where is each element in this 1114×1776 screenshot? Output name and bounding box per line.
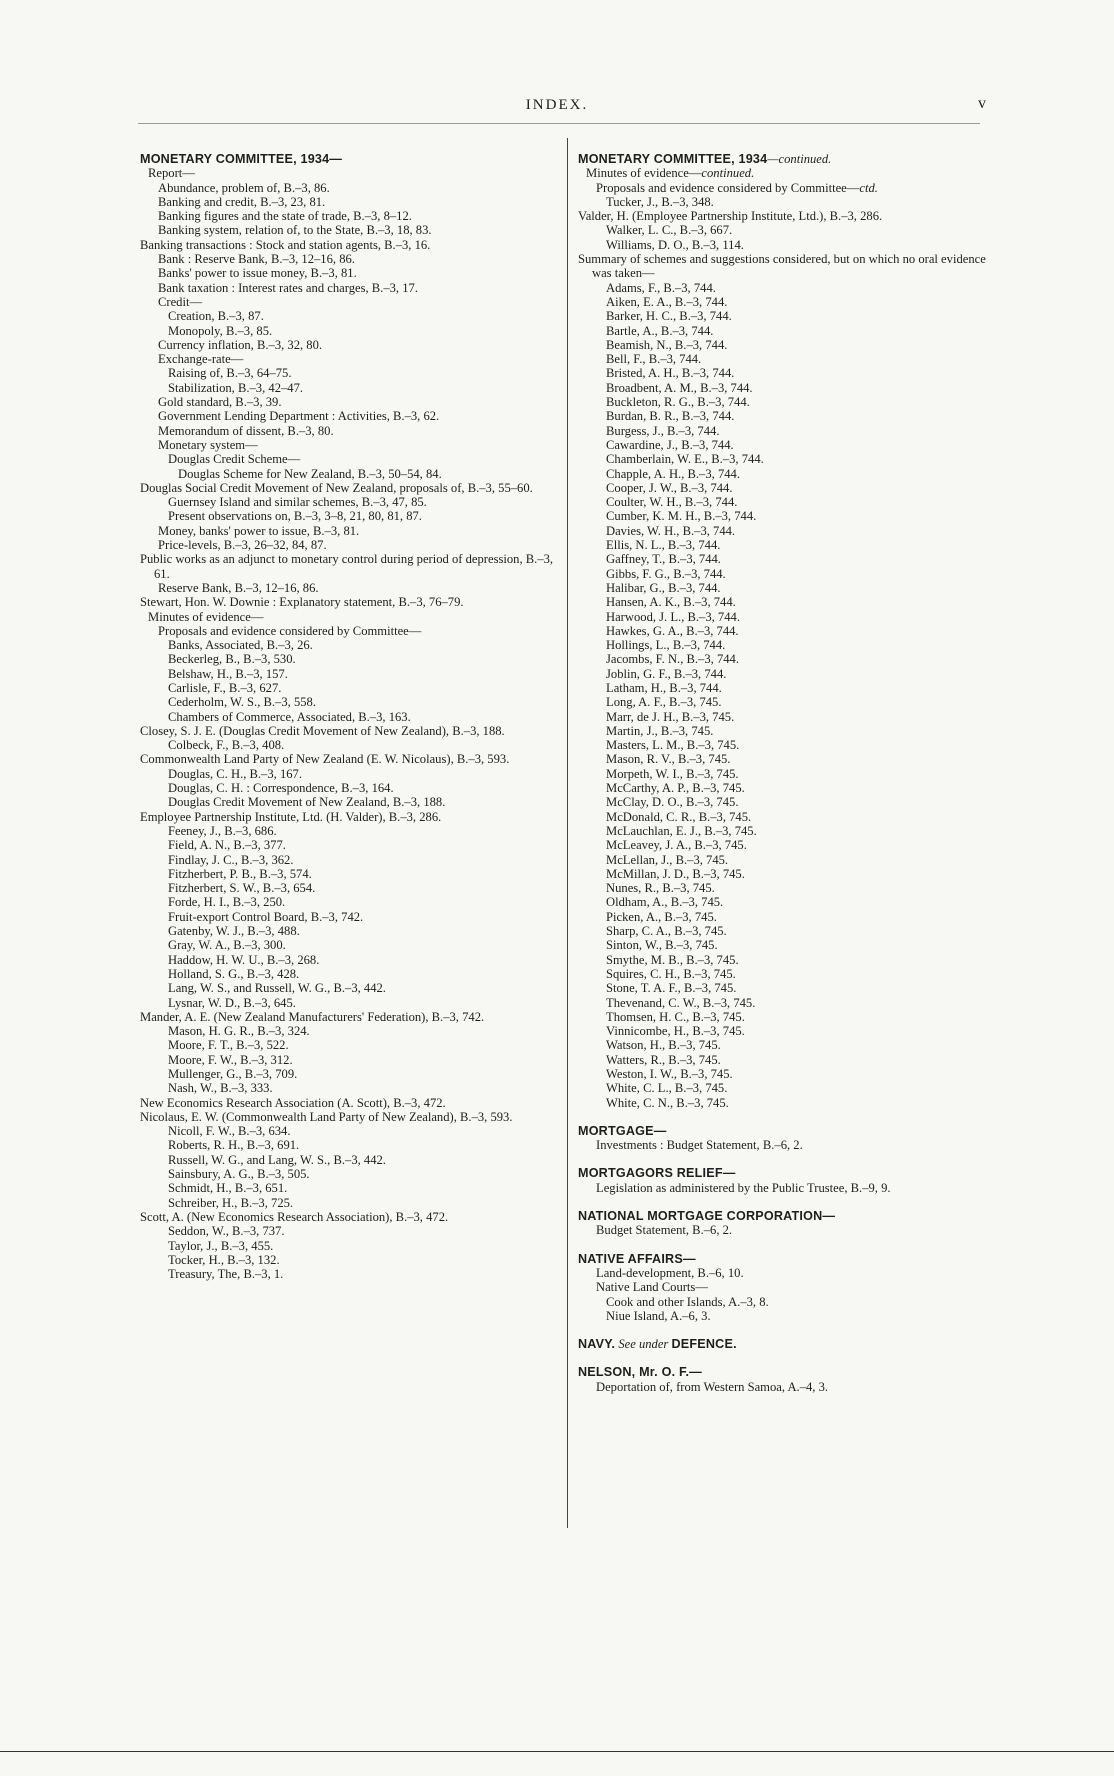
list-item: Closey, S. J. E. (Douglas Credit Movement of New Zealand), B.–3, 188. <box>140 723 505 738</box>
list-item: Barker, H. C., B.–3, 744. <box>606 309 732 324</box>
list-item: Mullenger, G., B.–3, 709. <box>168 1067 298 1081</box>
list-item: Douglas, C. H., B.–3, 167. <box>168 766 302 781</box>
list-item: Burdan, B. R., B.–3, 744. <box>606 409 735 424</box>
entry-heading-nelson: NELSON, Mr. O. F.— <box>578 1365 702 1380</box>
list-item: Latham, H., B.–3, 744. <box>606 680 722 695</box>
subheading: Report— <box>148 166 195 181</box>
list-item: Bartle, A., B.–3, 744. <box>606 323 714 338</box>
list-item: Guernsey Island and similar schemes, B.–3, 47, 85. <box>168 495 427 510</box>
list-item: Taylor, J., B.–3, 455. <box>168 1238 274 1253</box>
list-item: Douglas Credit Movement of New Zealand, B.–3, 188. <box>168 795 446 810</box>
list-item: Lang, W. S., and Russell, W. G., B.–3, 442. <box>168 981 386 996</box>
list-item: Aiken, E. A., B.–3, 744. <box>606 294 728 309</box>
list-item: Lysnar, W. D., B.–3, 645. <box>168 995 296 1010</box>
list-item: Land-development, B.–6, 10. <box>596 1265 744 1280</box>
entry-heading-mortgagors-relief: MORTGAGORS RELIEF— <box>578 1166 736 1181</box>
list-item: Coulter, W. H., B.–3, 744. <box>606 495 738 510</box>
subheading: Minutes of evidence— <box>148 609 264 624</box>
list-item: Chambers of Commerce, Associated, B.–3, 163. <box>168 709 411 724</box>
list-item: Public works as an adjunct to monetary control during period of depression, B.–3, 61. <box>140 552 554 581</box>
list-item: Price-levels, B.–3, 26–32, 84, 87. <box>158 538 327 553</box>
entry-heading-mortgage: MORTGAGE— <box>578 1123 667 1138</box>
list-item: Raising of, B.–3, 64–75. <box>168 366 292 381</box>
list-item: Sharp, C. A., B.–3, 745. <box>606 924 727 939</box>
list-item: Watters, R., B.–3, 745. <box>606 1052 721 1067</box>
list-item: Banking figures and the state of trade, B.–3, 8–12. <box>158 209 412 224</box>
list-item: Smythe, M. B., B.–3, 745. <box>606 952 739 967</box>
list-item: Tucker, J., B.–3, 348. <box>606 194 714 209</box>
list-item: Findlay, J. C., B.–3, 362. <box>168 852 294 867</box>
list-item: Exchange-rate— <box>158 352 244 367</box>
list-item: Budget Statement, B.–6, 2. <box>596 1223 733 1238</box>
list-item: Oldham, A., B.–3, 745. <box>606 895 724 910</box>
list-item: McLellan, J., B.–3, 745. <box>606 852 729 867</box>
list-item: McLauchlan, E. J., B.–3, 745. <box>606 823 757 838</box>
list-item: Cook and other Islands, A.–3, 8. <box>606 1294 769 1309</box>
list-item: Sinton, W., B.–3, 745. <box>606 938 718 953</box>
continued-label: ctd. <box>859 180 878 195</box>
list-item: Ellis, N. L., B.–3, 744. <box>606 538 721 553</box>
list-item: Douglas, C. H. : Correspondence, B.–3, 164. <box>168 781 394 796</box>
list-item: White, C. N., B.–3, 745. <box>606 1095 729 1110</box>
list-item: Scott, A. (New Economics Research Association), B.–3, 472. <box>140 1209 449 1224</box>
list-item: Marr, de J. H., B.–3, 745. <box>606 709 735 724</box>
list-item: Davies, W. H., B.–3, 744. <box>606 523 736 538</box>
list-item: Monopoly, B.–3, 85. <box>168 323 273 338</box>
header-rule <box>138 123 980 124</box>
left-column <box>140 152 565 1281</box>
entry-heading: MONETARY COMMITTEE, 1934— <box>140 152 343 166</box>
list-item: Bell, F., B.–3, 744. <box>606 352 702 367</box>
list-item: Burgess, J., B.–3, 744. <box>606 423 720 438</box>
list-item: Weston, I. W., B.–3, 745. <box>606 1067 733 1081</box>
list-item: Native Land Courts— <box>596 1280 708 1295</box>
list-item: Carlisle, F., B.–3, 627. <box>168 680 282 695</box>
list-item: Bank taxation : Interest rates and charges, B.–3, 17. <box>158 280 418 295</box>
list-item: Valder, H. (Employee Partnership Institute, Ltd.), B.–3, 286. <box>578 209 883 224</box>
list-item: Tocker, H., B.–3, 132. <box>168 1252 280 1267</box>
list-item: Investments : Budget Statement, B.–6, 2. <box>596 1138 803 1153</box>
list-item: Deportation of, from Western Samoa, A.–4, 3. <box>596 1379 829 1394</box>
list-item: Bristed, A. H., B.–3, 744. <box>606 366 735 381</box>
list-item: Seddon, W., B.–3, 737. <box>168 1224 285 1239</box>
list-item: Vinnicombe, H., B.–3, 745. <box>606 1024 745 1039</box>
list-item: Nicolaus, E. W. (Commonwealth Land Party of New Zealand), B.–3, 593. <box>140 1109 513 1124</box>
list-item: Credit— <box>158 294 203 309</box>
list-item: New Economics Research Association (A. Scott), B.–3, 472. <box>140 1095 446 1110</box>
list-item: Memorandum of dissent, B.–3, 80. <box>158 423 334 438</box>
list-item: Hollings, L., B.–3, 744. <box>606 638 726 653</box>
footer-rule <box>0 1751 1114 1752</box>
list-item: Government Lending Department : Activities, B.–3, 62. <box>158 409 440 424</box>
list-item: Cumber, K. M. H., B.–3, 744. <box>606 509 757 524</box>
list-item: Stabilization, B.–3, 42–47. <box>168 380 304 395</box>
subheading: Proposals and evidence considered by Committee— <box>596 180 860 195</box>
list-item: Joblin, G. F., B.–3, 744. <box>606 666 727 681</box>
list-item: Monetary system— <box>158 437 258 452</box>
list-item: Adams, F., B.–3, 744. <box>606 280 716 295</box>
list-item: Present observations on, B.–3, 3–8, 21, 80, 81, 87. <box>168 509 422 524</box>
list-item: Williams, D. O., B.–3, 114. <box>606 237 744 252</box>
list-item: Martin, J., B.–3, 745. <box>606 723 714 738</box>
cross-reference-label: See under <box>618 1337 669 1352</box>
list-item: Chapple, A. H., B.–3, 744. <box>606 466 740 481</box>
list-item: Russell, W. G., and Lang, W. S., B.–3, 442. <box>168 1152 386 1167</box>
list-item: Nash, W., B.–3, 333. <box>168 1081 273 1096</box>
list-item: Jacombs, F. N., B.–3, 744. <box>606 652 739 667</box>
list-item: Thevenand, C. W., B.–3, 745. <box>606 995 756 1010</box>
list-item: McCarthy, A. P., B.–3, 745. <box>606 781 745 796</box>
list-item: Banking transactions : Stock and station agents, B.–3, 16. <box>140 237 431 252</box>
continued-label: —continued. <box>767 152 832 166</box>
list-item: McClay, D. O., B.–3, 745. <box>606 795 739 810</box>
list-item: Beckerleg, B., B.–3, 530. <box>168 652 296 667</box>
list-item: Buckleton, R. G., B.–3, 744. <box>606 395 750 410</box>
list-item: Nicoll, F. W., B.–3, 634. <box>168 1124 291 1139</box>
list-item: Legislation as administered by the Public Trustee, B.–9, 9. <box>596 1180 891 1195</box>
list-item: Mander, A. E. (New Zealand Manufacturers' Federation), B.–3, 742. <box>140 1009 485 1024</box>
list-item: Holland, S. G., B.–3, 428. <box>168 966 300 981</box>
list-item: Commonwealth Land Party of New Zealand (E. W. Nicolaus), B.–3, 593. <box>140 752 510 767</box>
list-item: Mason, H. G. R., B.–3, 324. <box>168 1024 310 1039</box>
list-item: McLeavey, J. A., B.–3, 745. <box>606 838 747 853</box>
list-item: Moore, F. T., B.–3, 522. <box>168 1038 289 1053</box>
list-item: Schreiber, H., B.–3, 725. <box>168 1195 294 1210</box>
entry-heading-navy: NAVY. <box>578 1337 616 1352</box>
cross-reference-target: DEFENCE. <box>671 1337 737 1352</box>
list-item: Fruit-export Control Board, B.–3, 742. <box>168 909 364 924</box>
page-number: v <box>978 95 986 112</box>
list-item: Forde, H. I., B.–3, 250. <box>168 895 286 910</box>
list-item: Morpeth, W. I., B.–3, 745. <box>606 766 739 781</box>
list-item: Fitzherbert, P. B., B.–3, 574. <box>168 866 312 881</box>
list-item: Employee Partnership Institute, Ltd. (H. Valder), B.–3, 286. <box>140 809 442 824</box>
entry-heading-national-mortgage: NATIONAL MORTGAGE CORPORATION— <box>578 1209 836 1224</box>
list-item: McDonald, C. R., B.–3, 745. <box>606 809 752 824</box>
list-item: Currency inflation, B.–3, 32, 80. <box>158 337 323 352</box>
list-item: Gibbs, F. G., B.–3, 744. <box>606 566 726 581</box>
list-item: Cawardine, J., B.–3, 744. <box>606 437 734 452</box>
list-item: Gatenby, W. J., B.–3, 488. <box>168 924 300 939</box>
list-item: Abundance, problem of, B.–3, 86. <box>158 180 330 195</box>
list-item: Gold standard, B.–3, 39. <box>158 395 282 410</box>
list-item: Money, banks' power to issue, B.–3, 81. <box>158 523 360 538</box>
list-item: Nunes, R., B.–3, 745. <box>606 881 715 896</box>
list-item: Stewart, Hon. W. Downie : Explanatory statement, B.–3, 76–79. <box>140 595 464 610</box>
continued-label: continued. <box>701 166 755 181</box>
list-item: Reserve Bank, B.–3, 12–16, 86. <box>158 580 319 595</box>
list-item: Banking system, relation of, to the State, B.–3, 18, 83. <box>158 223 432 238</box>
list-item: Sainsbury, A. G., B.–3, 505. <box>168 1167 310 1182</box>
list-item: Treasury, The, B.–3, 1. <box>168 1267 284 1282</box>
list-item: Halibar, G., B.–3, 744. <box>606 580 721 595</box>
list-item: Niue Island, A.–6, 3. <box>606 1308 711 1323</box>
list-item: Douglas Scheme for New Zealand, B.–3, 50–54, 84. <box>178 466 442 481</box>
list-item: Hansen, A. K., B.–3, 744. <box>606 595 736 610</box>
list-item: Creation, B.–3, 87. <box>168 309 264 324</box>
list-item: Belshaw, H., B.–3, 157. <box>168 666 288 681</box>
list-item: Chamberlain, W. E., B.–3, 744. <box>606 452 764 467</box>
list-item: Feeney, J., B.–3, 686. <box>168 823 277 838</box>
list-item: Cederholm, W. S., B.–3, 558. <box>168 695 316 710</box>
list-item: Banks, Associated, B.–3, 26. <box>168 638 313 653</box>
list-item: Squires, C. H., B.–3, 745. <box>606 966 736 981</box>
list-item: Banking and credit, B.–3, 23, 81. <box>158 194 326 209</box>
list-item: Haddow, H. W. U., B.–3, 268. <box>168 952 320 967</box>
running-head: INDEX. <box>525 97 589 113</box>
list-item: Picken, A., B.–3, 745. <box>606 909 717 924</box>
column-divider <box>567 138 568 1528</box>
list-item: Stone, T. A. F., B.–3, 745. <box>606 981 737 996</box>
list-item: Long, A. F., B.–3, 745. <box>606 695 722 710</box>
list-item: Field, A. N., B.–3, 377. <box>168 838 286 853</box>
list-item: Cooper, J. W., B.–3, 744. <box>606 480 733 495</box>
list-item: Gray, W. A., B.–3, 300. <box>168 938 286 953</box>
subheading: Proposals and evidence considered by Committee— <box>158 623 422 638</box>
list-item: Bank : Reserve Bank, B.–3, 12–16, 86. <box>158 252 355 267</box>
list-item: McMillan, J. D., B.–3, 745. <box>606 866 745 881</box>
list-item: Hawkes, G. A., B.–3, 744. <box>606 623 739 638</box>
list-item: Douglas Credit Scheme— <box>168 452 301 467</box>
entry-heading-native-affairs: NATIVE AFFAIRS— <box>578 1251 696 1266</box>
list-item: Mason, R. V., B.–3, 745. <box>606 752 731 767</box>
list-item: Banks' power to issue money, B.–3, 81. <box>158 266 357 281</box>
list-item: Fitzherbert, S. W., B.–3, 654. <box>168 881 316 896</box>
subheading: Minutes of evidence— <box>586 166 702 181</box>
list-item: Gaffney, T., B.–3, 744. <box>606 552 721 567</box>
list-item: Moore, F. W., B.–3, 312. <box>168 1052 293 1067</box>
list-item: Schmidt, H., B.–3, 651. <box>168 1181 288 1196</box>
list-item: Watson, H., B.–3, 745. <box>606 1038 721 1053</box>
list-item: White, C. L., B.–3, 745. <box>606 1081 728 1096</box>
list-item: Thomsen, H. C., B.–3, 745. <box>606 1009 745 1024</box>
list-item: Colbeck, F., B.–3, 408. <box>168 738 285 753</box>
list-item: Walker, L. C., B.–3, 667. <box>606 223 733 238</box>
list-item: Beamish, N., B.–3, 744. <box>606 337 728 352</box>
list-item: Broadbent, A. M., B.–3, 744. <box>606 380 753 395</box>
right-column <box>578 152 998 1394</box>
list-item: Douglas Social Credit Movement of New Zealand, proposals of, B.–3, 55–60. <box>140 480 533 495</box>
list-item: Harwood, J. L., B.–3, 744. <box>606 609 740 624</box>
entry-heading: MONETARY COMMITTEE, 1934 <box>578 152 768 166</box>
subheading: Summary of schemes and suggestions considered, but on which no oral evidence was taken— <box>578 252 986 281</box>
list-item: Roberts, R. H., B.–3, 691. <box>168 1138 300 1153</box>
list-item: Masters, L. M., B.–3, 745. <box>606 738 740 753</box>
